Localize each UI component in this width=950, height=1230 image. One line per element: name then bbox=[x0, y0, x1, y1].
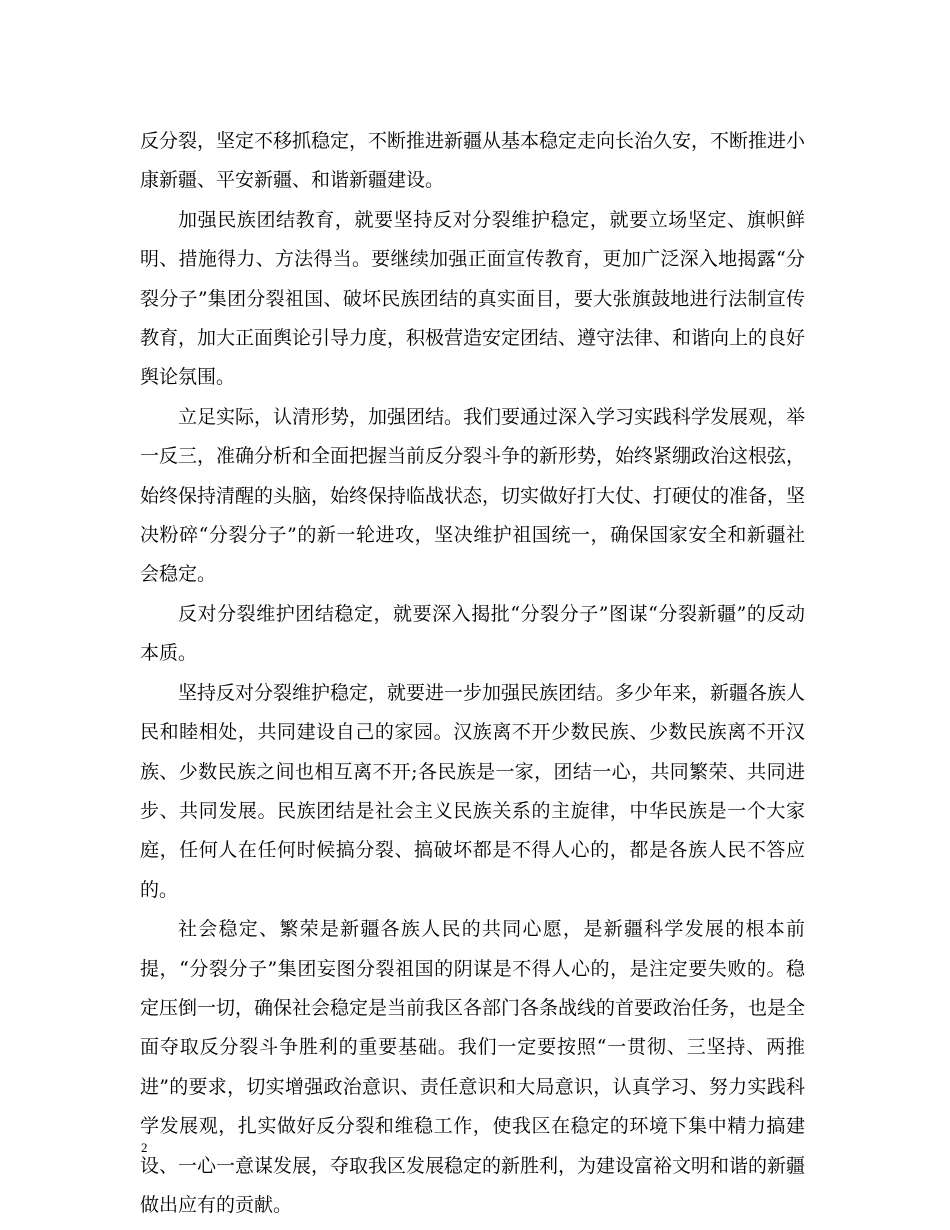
paragraph-continuation: 反分裂，坚定不移抓稳定，不断推进新疆从基本稳定走向长治久安，不断推进小康新疆、平安新疆、和谐新疆建设。 bbox=[140, 130, 806, 192]
paragraph: 坚持反对分裂维护稳定，就要进一步加强民族团结。多少年来，新疆各族人民和睦相处，共同建设自己的家园。汉族离不开少数民族、少数民族离不开汉族、少数民族之间也相互离不开;各民族是一家，团结一心，共同繁荣、共同进步、共同发展。民族团结是社会主义民族关系的主旋律，中华民族是一个大家庭，任何人在任何时候搞分裂、搞破坏都是不得人心的，都是各族人民不答应的。 bbox=[140, 681, 806, 901]
paragraph: 加强民族团结教育，就要坚持反对分裂维护稳定，就要立场坚定、旗帜鲜明、措施得力、方法得当。要继续加强正面宣传教育，更加广泛深入地揭露“分裂分子”集团分裂祖国、破坏民族团结的真实面目，要大张旗鼓地进行法制宣传教育，加大正面舆论引导力度，积极营造安定团结、遵守法律、和谐向上的良好舆论氛围。 bbox=[140, 208, 806, 389]
paragraph: 立足实际，认清形势，加强团结。我们要通过深入学习实践科学发展观，举一反三，准确分析和全面把握当前反分裂斗争的新形势，始终紧绷政治这根弦，始终保持清醒的头脑，始终保持临战状态，切实做好打大仗、打硬仗的准备，坚决粉碎“分裂分子”的新一轮进攻，坚决维护祖国统一，确保国家安全和新疆社会稳定。 bbox=[140, 405, 806, 586]
paragraph: 反对分裂维护团结稳定，就要深入揭批“分裂分子”图谋“分裂新疆”的反动本质。 bbox=[140, 602, 805, 665]
document-body bbox=[140, 122, 805, 1225]
paragraph: 社会稳定、繁荣是新疆各族人民的共同心愿，是新疆科学发展的根本前提，“分裂分子”集团妄图分裂祖国的阴谋是不得人心的，是注定要失败的。稳定压倒一切，确保社会稳定是当前我区各部门各条战线的首要政治任务，也是全面夺取反分裂斗争胜利的重要基础。我们一定要按照“一贯彻、三坚持、两推进”的要求，切实增强政治意识、责任意识和大局意识，认真学习、努力实践科学发展观，扎实做好反分裂和维稳工作，使我区在稳定的环境下集中精力搞建设、一心一意谋发展，夺取我区发展稳定的新胜利，为建设富裕文明和谐的新疆做出应有的贡献。 bbox=[140, 918, 806, 1216]
page-number: 2 bbox=[141, 1140, 148, 1155]
